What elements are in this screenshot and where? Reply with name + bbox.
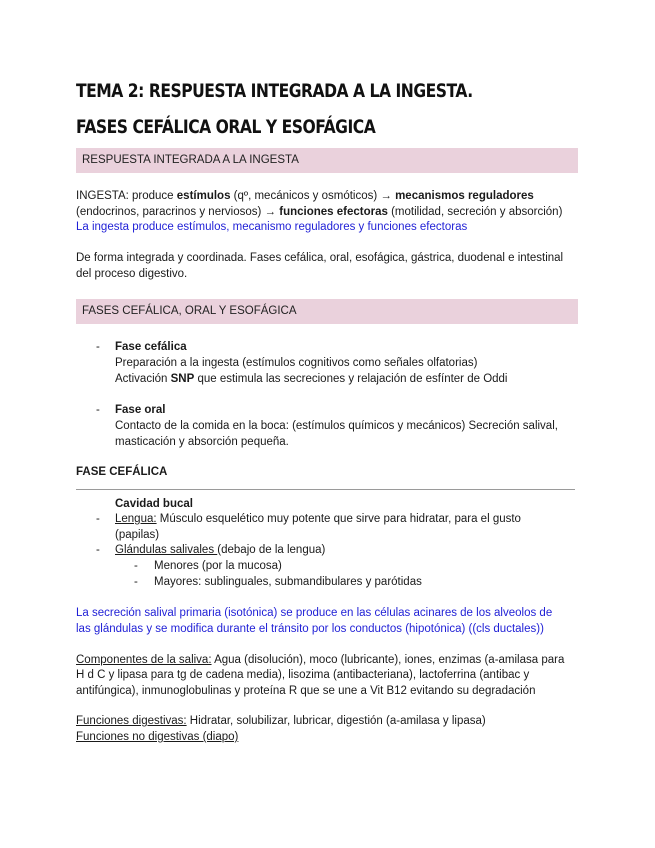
list-dash: - [96, 513, 100, 525]
underlined-label: Componentes de la saliva: [76, 654, 212, 666]
text-run: (qº, mecánicos y osmóticos) → [230, 190, 396, 202]
text-run: Agua (disolución), moco (lubricante), iones, enzimas (a-amilasa para [211, 654, 565, 666]
ingesta-line-2 [76, 205, 562, 221]
section-band-fases: FASES CEFÁLICA, ORAL Y ESOFÁGICA [76, 299, 578, 324]
underlined-label: Glándulas salivales [115, 544, 218, 556]
list-dash: - [96, 341, 100, 353]
text-run: INGESTA: produce [76, 190, 177, 202]
page-title-line-2: FASES CEFÁLICA ORAL Y ESOFÁGICA [76, 116, 376, 138]
text-run: (endocrinos, paracrinos y nerviosos) → [76, 206, 280, 218]
ingesta-note: La ingesta produce estímulos, mecanismo reguladores y funciones efectoras [76, 221, 468, 233]
glandulas-line [115, 543, 325, 559]
menores-line: Menores (por la mucosa) [154, 560, 282, 572]
sublist-dash: - [134, 576, 138, 588]
underlined-label: Funciones digestivas: [76, 715, 187, 727]
text-run: Músculo esquelético muy potente que sirve para hidratar, para el gusto [156, 513, 521, 525]
bold-run: Fase cefálica [115, 341, 187, 353]
list-dash: - [96, 404, 100, 416]
section-band-respuesta: RESPUESTA INTEGRADA A LA INGESTA [76, 148, 578, 173]
fase-oral-line-1: Contacto de la comida en la boca: (estímulos químicos y mecánicos) Secreción salival, [115, 420, 558, 432]
text-run: que estimula las secreciones y relajación de esfínter de Oddi [194, 373, 508, 385]
bold-run: Cavidad bucal [115, 498, 193, 510]
underlined-label: Lengua: [115, 513, 157, 525]
page-title-line-1: TEMA 2: RESPUESTA INTEGRADA A LA INGESTA. [76, 80, 473, 102]
horizontal-rule [76, 489, 575, 490]
componentes-line-2: H d C y lipasa para tg de cadena media), lisozima (antibacteriana), lactoferrina (antibac y [76, 669, 530, 681]
fase-cefalica-line-2 [115, 372, 508, 388]
bold-run: SNP [170, 373, 195, 385]
lengua-line-1 [115, 512, 521, 528]
lengua-line-2: (papilas) [115, 529, 160, 541]
section-heading-fase-cefalica [76, 465, 167, 481]
bold-run: mecanismos reguladores [395, 190, 534, 202]
text-run: (debajo de la lengua) [217, 544, 326, 556]
bold-run: funciones efectoras [279, 206, 388, 218]
integrada-line-1: De forma integrada y coordinada. Fases cefálica, oral, esofágica, gástrica, duodenal e intestinal [76, 252, 564, 264]
text-run: Hidratar, solubilizar, lubricar, digestión (a-amilasa y lipasa) [186, 715, 486, 727]
bold-run: Fase oral [115, 404, 166, 416]
list-dash: - [96, 544, 100, 556]
funciones-digestivas-line [76, 714, 486, 730]
cavidad-heading [115, 497, 193, 513]
integrada-line-2: del proceso digestivo. [76, 268, 188, 280]
componentes-line-3: antifúngica), inmunoglobulinas y proteína R que se une a Vit B12 evitando su degradación [76, 685, 536, 697]
text-run: (motilidad, secreción y absorción) [387, 206, 563, 218]
fase-oral-line-2: masticación y absorción pequeña. [115, 436, 289, 448]
fase-cefalica-line-1: Preparación a la ingesta (estímulos cognitivos como señales olfatorias) [115, 357, 478, 369]
bold-run: estímulos [176, 190, 231, 202]
text-run: Activación [115, 373, 171, 385]
underlined-label: Funciones no digestivas (diapo) [76, 731, 239, 743]
secrecion-line-1: La secreción salival primaria (isotónica) se produce en las células acinares de los alveolos de [76, 607, 553, 619]
mayores-line: Mayores: sublinguales, submandibulares y parótidas [154, 576, 422, 588]
fase-oral-heading [115, 403, 166, 419]
ingesta-line-1 [76, 189, 534, 205]
funciones-no-digestivas-line [76, 730, 238, 746]
sublist-dash: - [134, 560, 138, 572]
bold-run: FASE CEFÁLICA [76, 466, 168, 478]
secrecion-line-2: las glándulas y se modifica durante el tránsito por los conductos (hipotónica) ((cls ductales)) [76, 623, 544, 635]
fase-cefalica-heading [115, 340, 187, 356]
componentes-line-1 [76, 653, 564, 669]
